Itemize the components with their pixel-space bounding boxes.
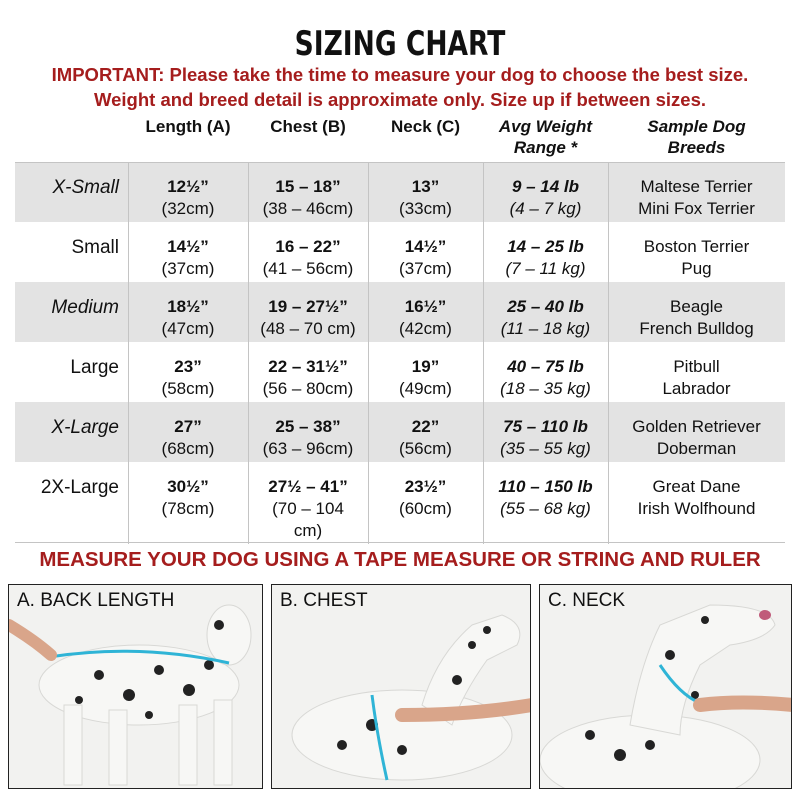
dalmatian-back-length-icon (9, 585, 263, 789)
chest-cell: 19 – 27½” (48 – 70 cm) (260, 297, 356, 338)
column-header-neck: Neck (C) (391, 117, 460, 136)
photo-back-length (8, 584, 263, 789)
chest-cell: 16 – 22” (41 – 56cm) (262, 237, 354, 278)
length-cell: 23” (58cm) (161, 357, 215, 398)
weight-cell: 14 – 25 lb (7 – 11 kg) (505, 237, 586, 278)
neck-cell: 13” (33cm) (399, 177, 452, 218)
chest-cell: 25 – 38” (63 – 96cm) (262, 417, 354, 458)
weight-cell: 75 – 110 lb (35 – 55 kg) (500, 417, 591, 458)
table-divider (15, 162, 785, 163)
measure-instructions-banner: MEASURE YOUR DOG USING A TAPE MEASURE OR STRING AND RULER (39, 548, 761, 571)
weight-cell: 25 – 40 lb (11 – 18 kg) (500, 297, 591, 338)
column-header-weight-line-1: Avg Weight (498, 117, 593, 136)
size-label-2x-large: 2X-Large (40, 477, 119, 498)
weight-cell: 40 – 75 lb (18 – 35 kg) (500, 357, 591, 398)
table-divider (15, 542, 785, 543)
dalmatian-chest-icon (272, 585, 531, 789)
photo-label-back-length: A. BACK LENGTH (17, 590, 175, 611)
size-label-medium: Medium (51, 297, 119, 318)
important-notice-line-1: IMPORTANT: Please take the time to measure your dog to choose the best size. (51, 64, 749, 85)
neck-cell: 23½” (60cm) (399, 477, 452, 518)
size-label-small: Small (71, 237, 119, 258)
column-header-breeds-line-2: Breeds (667, 138, 726, 157)
neck-cell: 22” (56cm) (399, 417, 452, 458)
length-cell: 30½” (78cm) (161, 477, 215, 518)
column-header-chest: Chest (B) (270, 117, 346, 136)
column-header-breeds (608, 116, 785, 158)
weight-cell: 110 – 150 lb (55 – 68 kg) (498, 477, 593, 518)
column-header-breeds-line-1: Sample Dog (647, 117, 746, 136)
photo-neck (539, 584, 792, 789)
breed-cell: Great Dane Irish Wolfhound (637, 477, 756, 518)
size-label-x-small: X-Small (52, 177, 119, 198)
page-title: SIZING CHART (294, 24, 506, 64)
neck-cell: 16½” (42cm) (399, 297, 452, 338)
column-header-weight (483, 116, 608, 158)
breed-cell: Pitbull Labrador (662, 357, 731, 398)
neck-cell: 19” (49cm) (399, 357, 452, 398)
breed-cell: Beagle French Bulldog (639, 297, 754, 338)
neck-cell: 14½” (37cm) (399, 237, 452, 278)
column-header-weight-line-2: Range * (513, 138, 578, 157)
photo-chest (271, 584, 531, 789)
breed-cell: Boston Terrier Pug (643, 237, 750, 278)
dalmatian-neck-icon (540, 585, 792, 789)
chest-cell: 22 – 31½” (56 – 80cm) (262, 357, 354, 398)
important-notice-line-2: Weight and breed detail is approximate only. Size up if between sizes. (93, 89, 706, 110)
length-cell: 27” (68cm) (161, 417, 215, 458)
breed-cell: Maltese Terrier Mini Fox Terrier (638, 177, 755, 218)
weight-cell: 9 – 14 lb (4 – 7 kg) (509, 177, 582, 218)
chest-cell: 27½ – 41” (70 – 104 cm) (268, 477, 348, 540)
length-cell: 14½” (37cm) (161, 237, 215, 278)
photo-label-chest: B. CHEST (280, 590, 368, 611)
length-cell: 18½” (47cm) (161, 297, 215, 338)
length-cell: 12½” (32cm) (161, 177, 215, 218)
size-label-large: Large (70, 357, 119, 378)
size-label-x-large: X-Large (51, 417, 119, 438)
chest-cell: 15 – 18” (38 – 46cm) (262, 177, 354, 218)
photo-label-neck: C. NECK (548, 590, 626, 611)
column-header-length: Length (A) (145, 117, 231, 136)
breed-cell: Golden Retriever Doberman (632, 417, 761, 458)
